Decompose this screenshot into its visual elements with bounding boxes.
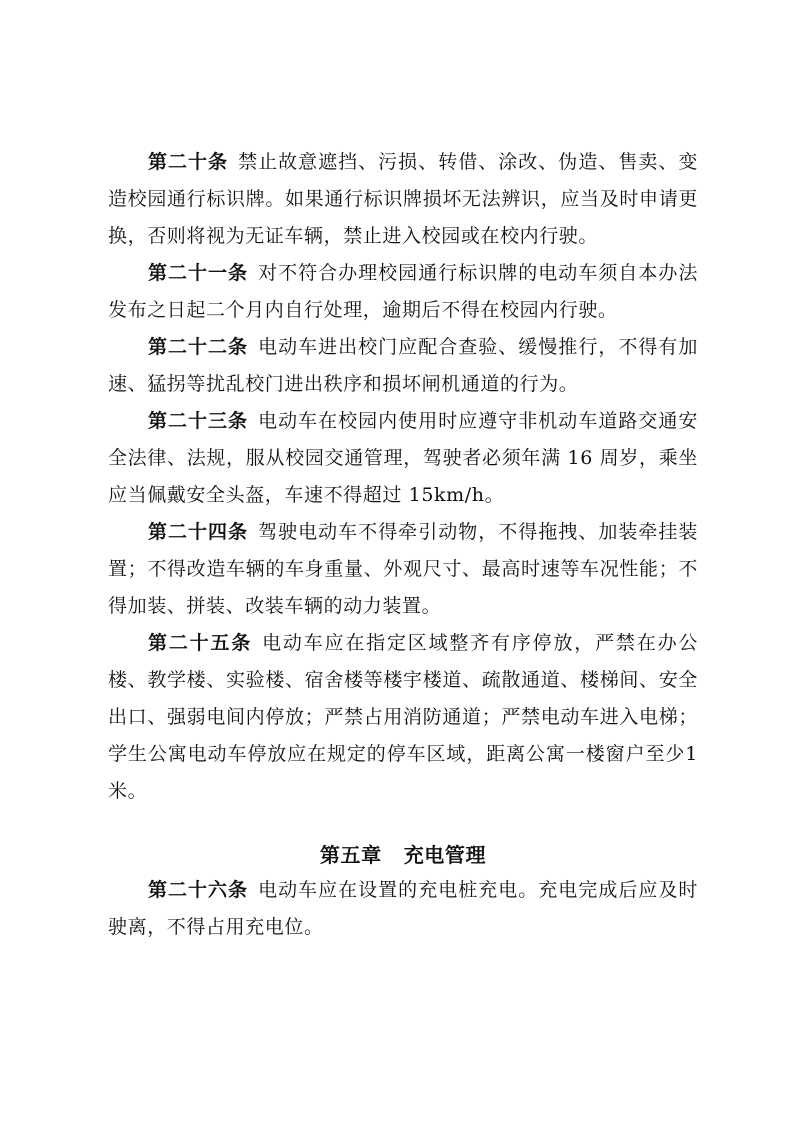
article-26 <box>108 872 698 946</box>
article-label: 第二十一条 <box>148 262 249 284</box>
article-label: 第二十六条 <box>148 879 249 901</box>
article-label: 第二十五条 <box>148 632 253 654</box>
article-23 <box>108 403 698 514</box>
chapter-number: 第五章 <box>319 843 382 867</box>
page-content <box>108 144 698 946</box>
article-text: 电动车进出校门应配合查验、缓慢推行，不得有加速、猛拐等扰乱校门进出秩序和损坏闸机通道的行为。 <box>108 336 698 395</box>
article-text: 对不符合办理校园通行标识牌的电动车须自本办法发布之日起二个月内自行处理，逾期后不得在校园内行驶。 <box>108 262 698 321</box>
article-label: 第二十三条 <box>148 410 249 432</box>
article-25 <box>108 625 698 810</box>
article-label: 第二十二条 <box>148 336 249 358</box>
article-20 <box>108 144 698 255</box>
article-22 <box>108 329 698 403</box>
article-text: 电动车在校园内使用时应遵守非机动车道路交通安全法律、法规，服从校园交通管理，驾驶者必须年满 16 周岁，乘坐应当佩戴安全头盔，车速不得超过 15km/h。 <box>108 410 698 506</box>
article-label: 第二十条 <box>148 151 229 173</box>
chapter-title: 充电管理 <box>403 843 487 867</box>
article-21 <box>108 255 698 329</box>
article-text: 电动车应在设置的充电桩充电。充电完成后应及时驶离，不得占用充电位。 <box>108 879 698 938</box>
article-text: 驾驶电动车不得牵引动物，不得拖拽、加装牵挂装置；不得改造车辆的车身重量、外观尺寸、最高时速等车况性能；不得加装、拼装、改装车辆的动力装置。 <box>108 521 698 617</box>
article-text: 禁止故意遮挡、污损、转借、涂改、伪造、售卖、变造校园通行标识牌。如果通行标识牌损坏无法辨识，应当及时申请更换，否则将视为无证车辆，禁止进入校园或在校内行驶。 <box>108 151 698 247</box>
chapter-heading <box>108 838 698 872</box>
article-label: 第二十四条 <box>148 521 249 543</box>
article-24 <box>108 514 698 625</box>
article-text: 电动车应在指定区域整齐有序停放，严禁在办公楼、教学楼、实验楼、宿舍楼等楼宇楼道、疏散通道、楼梯间、安全出口、强弱电间内停放；严禁占用消防通道；严禁电动车进入电梯；学生公寓电动车停放应在规定的停车区域，距离公寓一楼窗户至少1米。 <box>108 632 698 802</box>
